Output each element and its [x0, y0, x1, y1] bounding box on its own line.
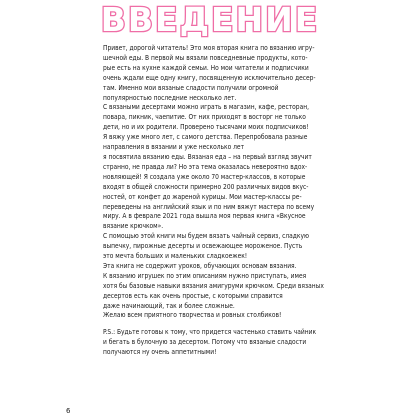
text-line: входят в общей сложности примерно 200 различных видов вкус- [103, 182, 309, 191]
text-line: ностей, от конфет до жареной курицы. Мои мастер-классы ре- [103, 192, 302, 201]
ps-line: получаются ну очень аппетитными! [103, 348, 217, 357]
text-line: Желаю всем приятного творчества и ровных столбиков! [103, 311, 282, 320]
text-line: хотя бы базовые навыки вязания амигуруми крючком. Среди вязаных [103, 281, 324, 290]
text-line: новляющей! Я создала уже около 70 мастер-классов, в которые [103, 172, 306, 181]
text-line: шечной еды. В первой мы вязали повседневные продукты, кото- [103, 53, 308, 62]
text-line: С вязаными десертами можно играть в магазин, кафе, ресторан, [103, 103, 309, 112]
text-line: выпечку, пирожные десерты и освежающее мороженое. Пусть [103, 242, 303, 251]
text-line: переведены на английский язык и по ним вяжут мастера по всему [103, 202, 315, 211]
text-line: там. Именно мои вязаные сладости получили огромной [103, 83, 279, 92]
ps-line: и бегать в булочную за десертом. Потому что вязаные сладости [103, 338, 307, 347]
text-line: Привет, дорогой читатель! Это моя вторая книга по вязанию игру- [103, 44, 315, 52]
page-number: 6 [66, 407, 71, 415]
body-text [103, 44, 335, 358]
text-line: миру. А в феврале 2021 года вышла моя первая книга «Вкусное [103, 212, 306, 221]
page-title: ВВЕДЕНИЕ [100, 0, 320, 39]
text-line: очень ждали еще одну книгу, посвященную исключительно десер- [103, 73, 316, 82]
text-line: дети, но и их родители. Проверено тысячами моих подписчиков! [103, 123, 309, 132]
text-line: это мечта больших и маленьких сладкоежек! [103, 252, 248, 261]
text-line: Я вяжу уже много лет, с самого детства. Перепробовала разные [103, 133, 308, 142]
text-line: К вязанию игрушек по этим описаниям нужно приступать, имея [103, 271, 307, 280]
text-line: направления в вязании и уже несколько лет [103, 143, 245, 152]
text-line: вязание крючком». [103, 222, 164, 231]
text-line: я посвятила вязанию еды. Вязаная еда – на первый взгляд звучит [103, 152, 312, 161]
text-line: десертов есть как очень простые, с которыми справится [103, 291, 283, 300]
text-line: рые есть на кухне каждой семьи. Но мои читатели и подписчики [103, 63, 309, 72]
text-line: С помощью этой книги мы будем вязать чайный сервиз, сладкую [103, 232, 309, 241]
text-line: популярностью последние несколько лет. [103, 93, 237, 102]
text-line: повара, пикник, чаепитие. От них приходят в восторг не только [103, 113, 306, 122]
text-line: даже начинающий, так и более сложные. [103, 301, 235, 310]
ps-line: P.S.: Будьте готовы к тому, что придется частенько ставить чайник [103, 328, 317, 337]
text-line: странно, не правда ли? Но эта тема оказалась невероятно вдох- [103, 162, 308, 171]
text-line: Эта книга не содержит уроков, обучающих основам вязания. [103, 261, 297, 270]
